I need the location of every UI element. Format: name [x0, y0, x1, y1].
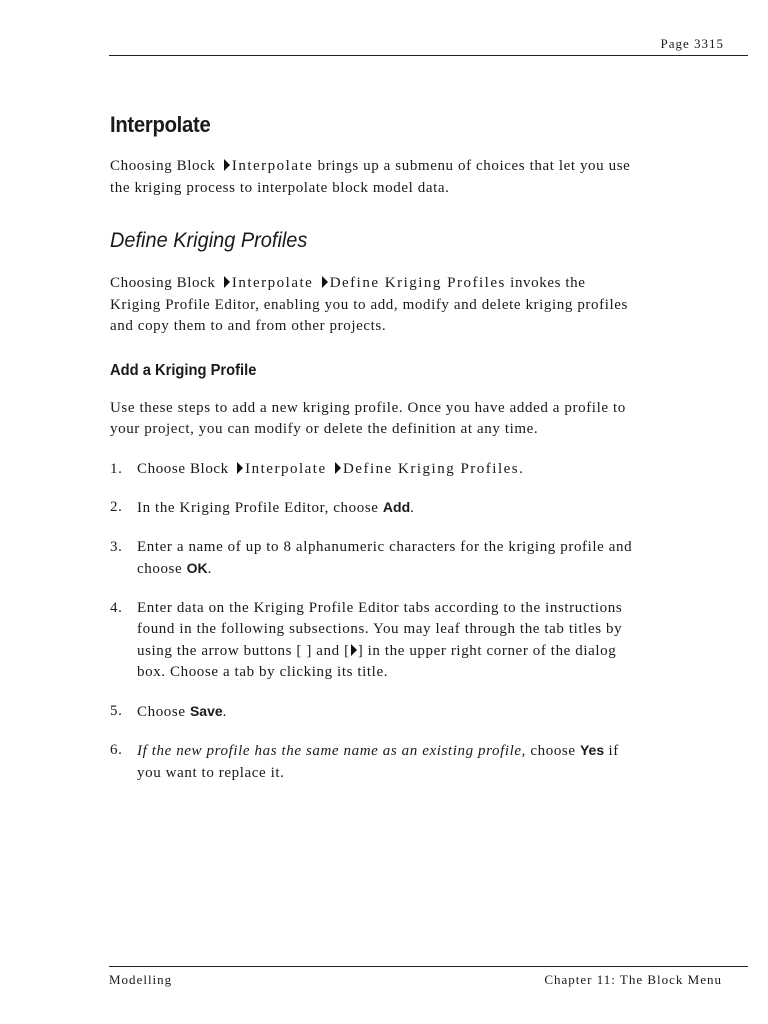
step-text: Choose — [137, 703, 190, 720]
step-5 — [110, 701, 640, 724]
menu-arrow-icon — [335, 462, 341, 474]
step-text: In the Kriging Profile Editor, choose — [137, 500, 383, 516]
section-heading: Interpolate — [110, 112, 211, 137]
menu-arrow-icon — [224, 276, 230, 288]
para-menu-item-1: Interpolate — [231, 275, 314, 291]
intro-menu-item: Interpolate — [231, 158, 314, 174]
step-suffix: . — [222, 703, 228, 720]
step-after: ] in the upper right corner of the dialog box. Choose a tab by clicking its title. — [137, 642, 617, 680]
menu-arrow-icon — [224, 159, 230, 171]
procedure-intro: Use these steps to add a new kriging profile. Once you have added a profile to your project, you can modify or delete the definition at any time. — [110, 399, 626, 437]
section-intro — [110, 156, 640, 199]
step-number: 5. — [110, 702, 123, 719]
intro-suffix: brings up a submenu of choices that let you use the kriging process to interpolate block model data. — [110, 158, 631, 196]
intro-prefix: Choosing Block — [110, 158, 216, 174]
ui-label-yes: Yes — [579, 742, 605, 758]
footer-chapter-title: Chapter 11: The Block Menu — [544, 972, 722, 987]
footer-book-title: Modelling — [109, 972, 173, 987]
step-prefix: Choose Block — [137, 460, 229, 477]
step-2 — [110, 497, 640, 520]
step-suffix: . — [207, 561, 212, 577]
procedure-steps — [110, 459, 640, 785]
page-content — [110, 112, 640, 801]
footer-rule — [109, 966, 748, 967]
step-text: , choose — [521, 743, 580, 759]
step-number: 4. — [110, 599, 123, 616]
para-suffix: invokes the Kriging Profile Editor, enabling you to add, modify and delete kriging profiles and copy them to and from other projects. — [110, 275, 628, 334]
ui-label-add: Add — [382, 499, 411, 515]
step-3 — [110, 537, 640, 581]
step-suffix: . — [519, 460, 524, 477]
step-number: 1. — [110, 460, 123, 477]
menu-arrow-icon — [322, 276, 328, 288]
para-menu-item-2: Define Kriging Profiles — [329, 275, 506, 291]
page-number: Page 3315 — [660, 36, 724, 51]
para-prefix: Choosing Block — [110, 275, 216, 291]
right-arrow-icon — [351, 644, 357, 656]
step-suffix: if you want to replace it. — [137, 743, 619, 781]
step-4 — [110, 598, 640, 684]
step-text: Enter data on the Kriging Profile Editor tabs according to the instructions found in the following subsections. You may leaf through the tab titles by using the arrow buttons [ ] and [ — [137, 599, 623, 659]
step-menu-item-1: Interpolate — [245, 460, 327, 477]
ui-label-ok: OK — [186, 560, 208, 576]
step-suffix: . — [410, 500, 415, 516]
step-1 — [110, 459, 640, 481]
menu-arrow-icon — [237, 462, 243, 474]
header-rule — [109, 55, 748, 56]
step-number: 6. — [110, 742, 123, 758]
procedure-heading: Add a Kriging Profile — [110, 361, 257, 379]
step-condition: If the new profile has the same name as an existing profile — [137, 743, 522, 759]
subsection-paragraph — [110, 273, 640, 338]
step-text: Enter a name of up to 8 alphanumeric characters for the kriging profile and choose — [137, 538, 633, 577]
step-number: 3. — [110, 538, 123, 555]
step-6 — [110, 740, 640, 784]
step-number: 2. — [110, 499, 123, 515]
step-menu-item-2: Define Kriging Profiles — [342, 460, 520, 477]
ui-label-save: Save — [189, 702, 223, 719]
subsection-heading: Define Kriging Profiles — [110, 229, 308, 252]
